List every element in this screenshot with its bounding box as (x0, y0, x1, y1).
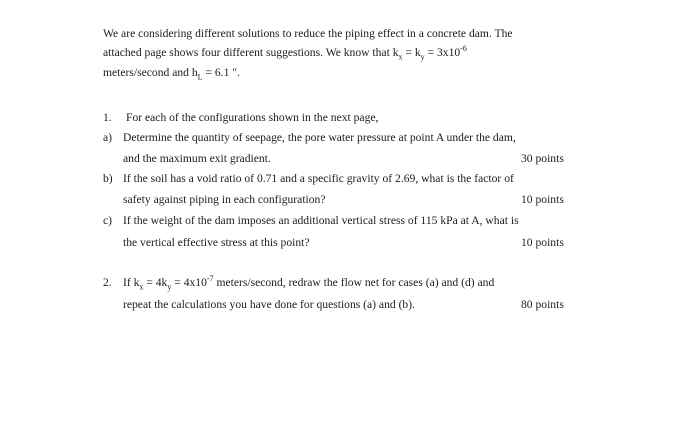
intro-line-3: meters/second and $h_L = 6.1$ ". (103, 66, 240, 82)
q2-line-2: repeat the calculations you have done for questions (a) and (b). (123, 298, 415, 311)
q2-number: 2. (103, 276, 112, 289)
q1-text: For each of the configurations shown in the next page, (126, 111, 379, 124)
q1a-marker: a) (103, 131, 113, 144)
q1b-points: 10 points (521, 193, 564, 206)
intro-line-2: attached page shows four different suggestions. We know that $k_x = k_y = 3x10^{-6}$ (103, 44, 467, 62)
q1c-marker: c) (103, 214, 113, 227)
q1c-line-1: If the weight of the dam imposes an additional vertical stress of 115 kPa at A, what is (123, 214, 519, 227)
q1c-points: 10 points (521, 236, 564, 249)
q1a-line-1: Determine the quantity of seepage, the pore water pressure at point A under the dam, (123, 131, 516, 144)
q1-number: 1. (103, 111, 112, 124)
q1c-line-2: the vertical effective stress at this point? (123, 236, 310, 249)
q1a-points: 30 points (521, 152, 564, 165)
q1b-line-1: If the soil has a void ratio of 0.71 and a specific gravity of 2.69, what is the factor of (123, 172, 514, 185)
q1b-line-2: safety against piping in each configuration? (123, 193, 326, 206)
q2-line-1: If $k_x = 4k_y = 4x10^{-7}$ meters/second, redraw the flow net for cases (a) and (d) and (123, 274, 495, 292)
q1a-line-2: and the maximum exit gradient. (123, 152, 271, 165)
intro-line-1: We are considering different solutions to reduce the piping effect in a concrete dam. The (103, 27, 513, 40)
q2-points: 80 points (521, 298, 564, 311)
q1b-marker: b) (103, 172, 113, 185)
